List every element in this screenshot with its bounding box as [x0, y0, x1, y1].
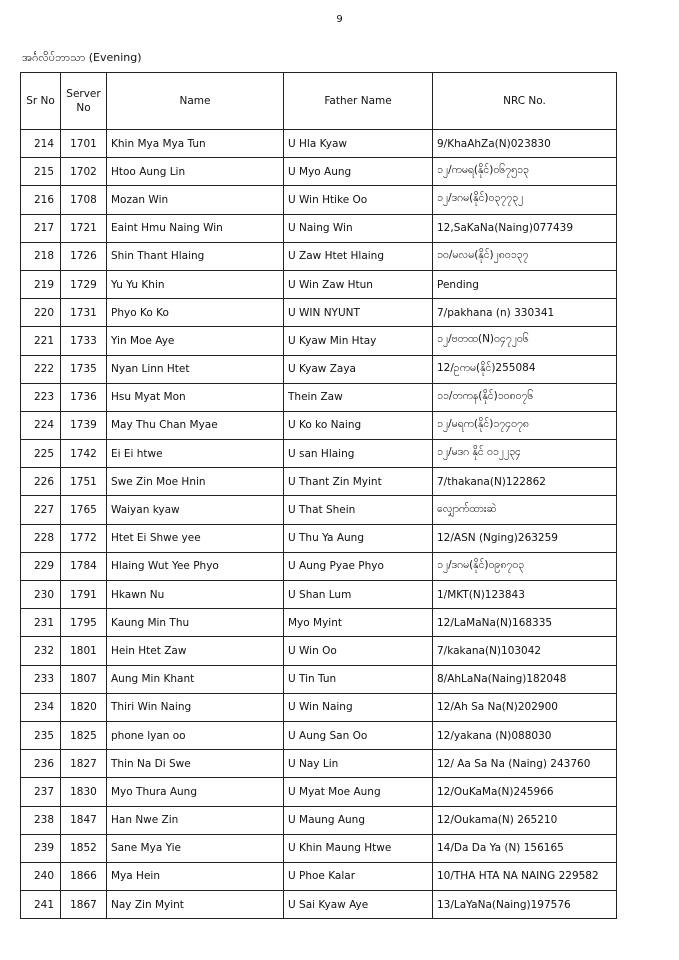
- name-cell: Phyo Ko Ko: [107, 299, 284, 327]
- server-no-cell: 1736: [61, 383, 107, 411]
- sr-no-cell: 233: [21, 665, 61, 693]
- server-no-cell: 1827: [61, 750, 107, 778]
- nrc-cell: 12/ Aa Sa Na (Naing) 243760: [433, 750, 617, 778]
- nrc-cell: 12/ဥကမ(နိုင်)255084: [433, 355, 617, 383]
- server-no-cell: 1702: [61, 158, 107, 186]
- father-name-cell: U Kyaw Min Htay: [284, 327, 433, 355]
- table-row: [21, 411, 617, 439]
- table-row: [21, 440, 617, 468]
- table-row: [21, 834, 617, 862]
- father-name-cell: U Win Zaw Htun: [284, 270, 433, 298]
- nrc-cell: 13/LaYaNa(Naing)197576: [433, 891, 617, 919]
- father-name-cell: Thein Zaw: [284, 383, 433, 411]
- sr-no-cell: 232: [21, 637, 61, 665]
- nrc-cell: ၁၂/ကမရ(နိုင်)၀၆၇၅၁၃: [433, 158, 617, 186]
- sr-no-cell: 235: [21, 721, 61, 749]
- header-name: Name: [107, 73, 284, 130]
- results-table: [20, 72, 617, 919]
- table-row: [21, 581, 617, 609]
- sr-no-cell: 230: [21, 581, 61, 609]
- father-name-cell: U Phoe Kalar: [284, 862, 433, 890]
- sr-no-cell: 239: [21, 834, 61, 862]
- table-row: [21, 186, 617, 214]
- nrc-cell: 14/Da Da Ya (N) 156165: [433, 834, 617, 862]
- server-no-cell: 1791: [61, 581, 107, 609]
- name-cell: Thin Na Di Swe: [107, 750, 284, 778]
- sr-no-cell: 241: [21, 891, 61, 919]
- table-row: [21, 496, 617, 524]
- father-name-cell: U Win Oo: [284, 637, 433, 665]
- name-cell: Myo Thura Aung: [107, 778, 284, 806]
- father-name-cell: U Thu Ya Aung: [284, 524, 433, 552]
- server-no-cell: 1739: [61, 411, 107, 439]
- server-no-cell: 1721: [61, 214, 107, 242]
- father-name-cell: U Khin Maung Htwe: [284, 834, 433, 862]
- server-no-cell: 1852: [61, 834, 107, 862]
- sr-no-cell: 236: [21, 750, 61, 778]
- father-name-cell: U Maung Aung: [284, 806, 433, 834]
- nrc-cell: 8/AhLaNa(Naing)182048: [433, 665, 617, 693]
- nrc-cell: လျှောက်ထားဆဲ: [433, 496, 617, 524]
- server-no-cell: 1751: [61, 468, 107, 496]
- table-row: [21, 637, 617, 665]
- nrc-cell: ၁၂/ဒဂမ(နိုင်)၀၉၈၇၀၃: [433, 552, 617, 580]
- name-cell: Swe Zin Moe Hnin: [107, 468, 284, 496]
- name-cell: Mya Hein: [107, 862, 284, 890]
- header-nrc: NRC No.: [433, 73, 617, 130]
- name-cell: Kaung Min Thu: [107, 609, 284, 637]
- table-row: [21, 665, 617, 693]
- nrc-cell: 10/THA HTA NA NAING 229582: [433, 862, 617, 890]
- father-name-cell: U Hla Kyaw: [284, 130, 433, 158]
- server-no-cell: 1729: [61, 270, 107, 298]
- table-row: [21, 862, 617, 890]
- sr-no-cell: 214: [21, 130, 61, 158]
- father-name-cell: U Aung San Oo: [284, 721, 433, 749]
- table-row: [21, 524, 617, 552]
- sr-no-cell: 229: [21, 552, 61, 580]
- father-name-cell: U Sai Kyaw Aye: [284, 891, 433, 919]
- sr-no-cell: 231: [21, 609, 61, 637]
- sr-no-cell: 224: [21, 411, 61, 439]
- table-row: [21, 721, 617, 749]
- nrc-cell: Pending: [433, 270, 617, 298]
- name-cell: Hlaing Wut Yee Phyo: [107, 552, 284, 580]
- father-name-cell: U Ko ko Naing: [284, 411, 433, 439]
- table-row: [21, 778, 617, 806]
- nrc-cell: 12/Ah Sa Na(N)202900: [433, 693, 617, 721]
- server-no-cell: 1733: [61, 327, 107, 355]
- nrc-cell: ၁၂/မရက(နိုင်)၁၇၄၀၇၈: [433, 411, 617, 439]
- name-cell: Waiyan kyaw: [107, 496, 284, 524]
- father-name-cell: Myo Myint: [284, 609, 433, 637]
- table-row: [21, 214, 617, 242]
- server-no-cell: 1726: [61, 242, 107, 270]
- nrc-cell: 12/Oukama(N) 265210: [433, 806, 617, 834]
- name-cell: Yin Moe Aye: [107, 327, 284, 355]
- father-name-cell: U That Shein: [284, 496, 433, 524]
- server-no-cell: 1867: [61, 891, 107, 919]
- nrc-cell: 12/LaMaNa(N)168335: [433, 609, 617, 637]
- server-no-cell: 1731: [61, 299, 107, 327]
- sr-no-cell: 227: [21, 496, 61, 524]
- name-cell: Khin Mya Mya Tun: [107, 130, 284, 158]
- server-no-cell: 1701: [61, 130, 107, 158]
- name-cell: Htet Ei Shwe yee: [107, 524, 284, 552]
- nrc-cell: ၁၂/ဗတထ(N)၀၄၇၂၀၆: [433, 327, 617, 355]
- header-server-no: [61, 73, 107, 130]
- sr-no-cell: 216: [21, 186, 61, 214]
- name-cell: Eaint Hmu Naing Win: [107, 214, 284, 242]
- name-cell: Nyan Linn Htet: [107, 355, 284, 383]
- sr-no-cell: 237: [21, 778, 61, 806]
- father-name-cell: U Tin Tun: [284, 665, 433, 693]
- table-row: [21, 750, 617, 778]
- name-cell: Han Nwe Zin: [107, 806, 284, 834]
- nrc-cell: 7/thakana(N)122862: [433, 468, 617, 496]
- server-no-cell: 1830: [61, 778, 107, 806]
- server-no-cell: 1765: [61, 496, 107, 524]
- server-no-cell: 1735: [61, 355, 107, 383]
- header-server-no-line2: No: [76, 102, 91, 114]
- table-body: [21, 130, 617, 919]
- name-cell: May Thu Chan Myae: [107, 411, 284, 439]
- page-number: 9: [336, 14, 343, 25]
- sr-no-cell: 221: [21, 327, 61, 355]
- table-row: [21, 693, 617, 721]
- table-row: [21, 130, 617, 158]
- sr-no-cell: 222: [21, 355, 61, 383]
- server-no-cell: 1820: [61, 693, 107, 721]
- name-cell: Hsu Myat Mon: [107, 383, 284, 411]
- name-cell: Sane Mya Yie: [107, 834, 284, 862]
- server-no-cell: 1825: [61, 721, 107, 749]
- name-cell: Shin Thant Hlaing: [107, 242, 284, 270]
- father-name-cell: U Kyaw Zaya: [284, 355, 433, 383]
- table-row: [21, 806, 617, 834]
- server-no-cell: 1807: [61, 665, 107, 693]
- table-row: [21, 468, 617, 496]
- nrc-cell: ၁၂/ဒဂမ(နိုင်)၀၃၇၇၃၂: [433, 186, 617, 214]
- name-cell: Yu Yu Khin: [107, 270, 284, 298]
- nrc-cell: 12/OuKaMa(N)245966: [433, 778, 617, 806]
- sr-no-cell: 218: [21, 242, 61, 270]
- sr-no-cell: 226: [21, 468, 61, 496]
- nrc-cell: 12,SaKaNa(Naing)077439: [433, 214, 617, 242]
- sr-no-cell: 215: [21, 158, 61, 186]
- server-no-cell: 1742: [61, 440, 107, 468]
- server-no-cell: 1772: [61, 524, 107, 552]
- father-name-cell: U Aung Pyae Phyo: [284, 552, 433, 580]
- nrc-cell: ၁၀/မလမ(နိုင်)၂၈၀၁၃၇: [433, 242, 617, 270]
- father-name-cell: U Win Naing: [284, 693, 433, 721]
- father-name-cell: U Shan Lum: [284, 581, 433, 609]
- father-name-cell: U Zaw Htet Hlaing: [284, 242, 433, 270]
- server-no-cell: 1784: [61, 552, 107, 580]
- name-cell: Htoo Aung Lin: [107, 158, 284, 186]
- header-server-no-line1: Server: [66, 87, 101, 100]
- name-cell: Hkawn Nu: [107, 581, 284, 609]
- name-cell: phone lyan oo: [107, 721, 284, 749]
- table-row: [21, 891, 617, 919]
- server-no-cell: 1801: [61, 637, 107, 665]
- sr-no-cell: 240: [21, 862, 61, 890]
- sr-no-cell: 228: [21, 524, 61, 552]
- server-no-cell: 1847: [61, 806, 107, 834]
- father-name-cell: U Naing Win: [284, 214, 433, 242]
- name-cell: Aung Min Khant: [107, 665, 284, 693]
- nrc-cell: 1/MKT(N)123843: [433, 581, 617, 609]
- table-row: [21, 270, 617, 298]
- father-name-cell: U Win Htike Oo: [284, 186, 433, 214]
- sr-no-cell: 220: [21, 299, 61, 327]
- nrc-cell: ၁၂/မဒဂ နိုင် ၀၁၂၂၃၄: [433, 440, 617, 468]
- table-row: [21, 383, 617, 411]
- name-cell: Nay Zin Myint: [107, 891, 284, 919]
- server-no-cell: 1866: [61, 862, 107, 890]
- server-no-cell: 1708: [61, 186, 107, 214]
- table-header-row: [21, 73, 617, 130]
- sr-no-cell: 225: [21, 440, 61, 468]
- table-row: [21, 327, 617, 355]
- sr-no-cell: 217: [21, 214, 61, 242]
- header-father-name: Father Name: [284, 73, 433, 130]
- father-name-cell: U WIN NYUNT: [284, 299, 433, 327]
- name-cell: Mozan Win: [107, 186, 284, 214]
- table-row: [21, 158, 617, 186]
- name-cell: Hein Htet Zaw: [107, 637, 284, 665]
- sr-no-cell: 223: [21, 383, 61, 411]
- father-name-cell: U san Hlaing: [284, 440, 433, 468]
- server-no-cell: 1795: [61, 609, 107, 637]
- father-name-cell: U Myo Aung: [284, 158, 433, 186]
- table-row: [21, 242, 617, 270]
- sr-no-cell: 219: [21, 270, 61, 298]
- father-name-cell: U Thant Zin Myint: [284, 468, 433, 496]
- nrc-cell: 9/KhaAhZa(N)023830: [433, 130, 617, 158]
- nrc-cell: ၁၁/တကန(နိုင်)၁၀၈၀၇၆: [433, 383, 617, 411]
- name-cell: Ei Ei htwe: [107, 440, 284, 468]
- nrc-cell: 12/ASN (Nging)263259: [433, 524, 617, 552]
- table-row: [21, 355, 617, 383]
- father-name-cell: U Myat Moe Aung: [284, 778, 433, 806]
- table-row: [21, 299, 617, 327]
- nrc-cell: 7/kakana(N)103042: [433, 637, 617, 665]
- table-row: [21, 552, 617, 580]
- sr-no-cell: 234: [21, 693, 61, 721]
- nrc-cell: 12/yakana (N)088030: [433, 721, 617, 749]
- name-cell: Thiri Win Naing: [107, 693, 284, 721]
- nrc-cell: 7/pakhana (n) 330341: [433, 299, 617, 327]
- father-name-cell: U Nay Lin: [284, 750, 433, 778]
- header-sr-no: Sr No: [21, 73, 61, 130]
- sr-no-cell: 238: [21, 806, 61, 834]
- section-title: အင်္ဂလိပ်ဘာသာ (Evening): [22, 51, 142, 64]
- table-row: [21, 609, 617, 637]
